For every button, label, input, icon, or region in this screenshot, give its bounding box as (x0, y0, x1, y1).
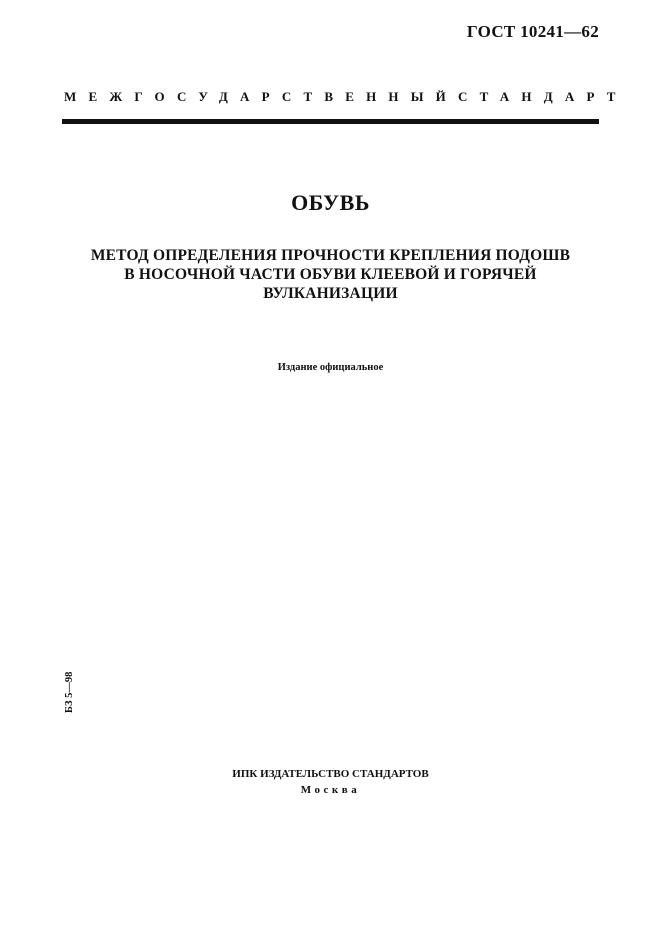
document-title: ОБУВЬ (291, 190, 370, 215)
subtitle-line-2: В НОСОЧНОЙ ЧАСТИ ОБУВИ КЛЕЕВОЙ И ГОРЯЧЕЙ (124, 266, 537, 283)
document-number: ГОСТ 10241—62 (466, 22, 599, 41)
side-mark: БЗ 5—98 (64, 671, 75, 713)
subtitle-line-1: МЕТОД ОПРЕДЕЛЕНИЯ ПРОЧНОСТИ КРЕПЛЕНИЯ ПОДОШВ (90, 247, 571, 264)
publisher-city: Москва (300, 784, 361, 796)
standard-type-word-1: МЕЖГОСУДАРСТВЕННЫЙ (64, 89, 458, 104)
standard-type-heading (64, 89, 628, 105)
subtitle-line-3: ВУЛКАНИЗАЦИИ (263, 285, 398, 302)
edition-label: Издание официальное (277, 362, 384, 373)
document-subtitle (60, 246, 601, 303)
publisher-name: ИПК ИЗДАТЕЛЬСТВО СТАНДАРТОВ (232, 768, 429, 780)
header-rule (62, 119, 599, 124)
standard-type-word-2: СТАНДАРТ (458, 89, 628, 104)
